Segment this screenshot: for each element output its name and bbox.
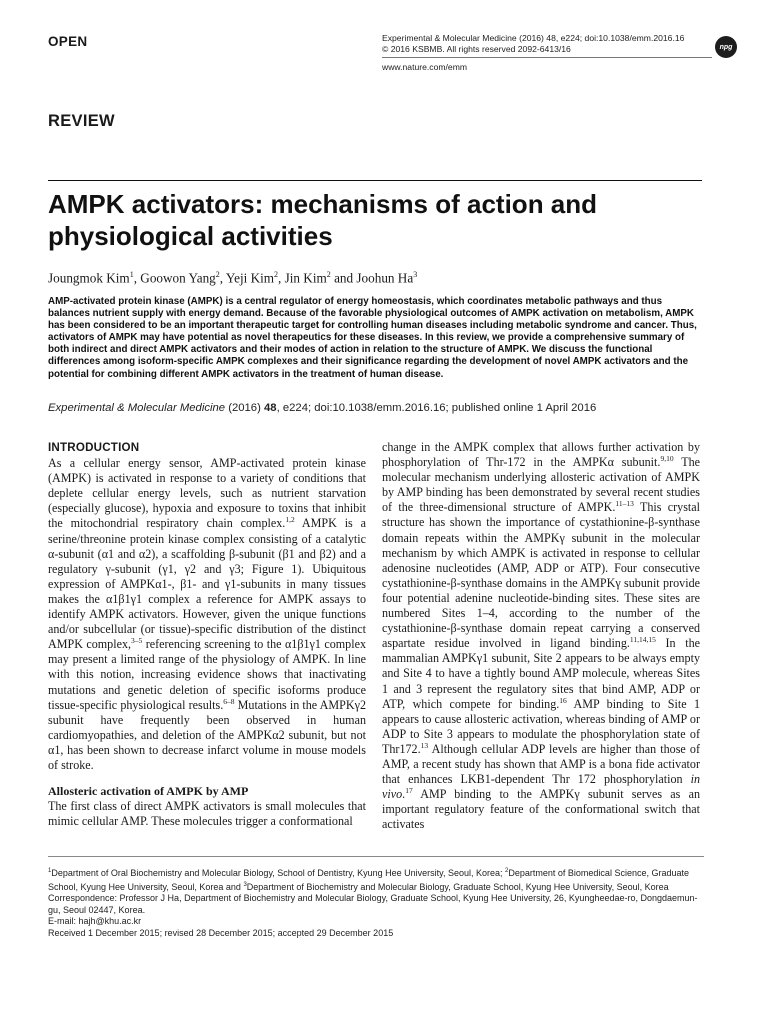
- received-dates: Received 1 December 2015; revised 28 December 2015; accepted 29 December 2015: [48, 927, 394, 938]
- reference-superscript: 11–13: [615, 499, 634, 509]
- author-separator: ,: [133, 270, 141, 286]
- author-affiliation-sup: 2: [274, 270, 279, 279]
- section-heading-introduction: INTRODUCTION: [48, 441, 140, 454]
- header-divider: [382, 57, 712, 58]
- reference-superscript: 6–8: [223, 696, 235, 706]
- citation-year: (2016): [225, 402, 264, 414]
- author-affiliation-sup: 2: [326, 270, 331, 279]
- abstract: AMP-activated protein kinase (AMPK) is a central regulator of energy homeostasis, which coordinates metabolic pathways and thus balances nutrient supply with energy demand. Because of the favorable physiological outcomes of AMPK activation on metabolism, AMPK has been considered to be an important therapeutic target for controlling human diseases including metabolic syndrome and cancer. Thus, activators of AMPK may have potential as novel therapeutics for these diseases. In this review, we provide a comprehensive summary of both indirect and direct AMPK activators and their modes of action in relation to the structure of AMPK. We discuss the functional differences among isoform-specific AMPK complexes and their significance regarding the development of novel AMPK activators and the potential for combining different AMPK activators in the treatment of human disease.: [48, 296, 697, 380]
- author-list: [48, 270, 417, 286]
- footnote-divider: [48, 856, 704, 857]
- text-run: Mutations in the AMPKγ2 subunit have frequently been observed in human cardiomyopathies, and deletion of the AMPKα2 subunit, but not α1, has been shown to decrease infarct volume in mouse models of stroke.: [48, 697, 366, 772]
- text-run: Department of Biochemistry and Molecular Biology, Graduate School, Kyung Hee University, Seoul, Korea: [246, 881, 669, 892]
- body-column-left: [48, 440, 366, 829]
- article-title: AMPK activators: mechanisms of action and physiological activities: [48, 189, 598, 251]
- citation-line: [48, 402, 704, 414]
- author-name: Joohun Ha: [356, 270, 414, 286]
- reference-superscript: 17: [405, 786, 413, 796]
- italic-text: in vivo: [382, 772, 700, 802]
- footnotes: [48, 866, 704, 940]
- reference-superscript: 11,14,15: [629, 635, 656, 645]
- author-separator: ,: [278, 270, 285, 286]
- paragraph-introduction: [48, 456, 366, 773]
- reference-superscript: 9,10: [660, 454, 674, 464]
- author-name: Joungmok Kim: [48, 270, 130, 286]
- body-column-right: [382, 440, 700, 832]
- text-run: AMPK is a serine/threonine protein kinase complex consisting of a catalytic α-subunit (α1 and α2), a scaffolding β-subunit (β1 and β2) and a regulatory γ-subunit (γ1, γ2 and γ3; Figure 1). Ubiquitous expression of AMPKα1-, β1- and γ1-subunits in many tissues makes the α1β1γ1 complex a reference for AMPK assays to identify AMPK activators. However, given the unique functions and/or subcellular (or tissue)-specific distribution of the distinct AMPK complex,: [48, 516, 366, 652]
- author-separator: ,: [219, 270, 226, 286]
- reference-superscript: 2: [505, 868, 509, 874]
- correspondence: Correspondence: Professor J Ha, Department of Biochemistry and Molecular Biology, Graduate School, Kyung Hee University, 26, Kyungheedae-ro, Dongdaemun-gu, Seoul 02447, Korea.: [48, 893, 698, 915]
- text-run: Department of Oral Biochemistry and Molecular Biology, School of Dentistry, Kyung Hee University, Seoul, Korea;: [51, 868, 506, 878]
- journal-url-link[interactable]: www.nature.com/emm: [382, 62, 468, 72]
- author-affiliation-sup: 2: [215, 270, 220, 279]
- text-run: .: [402, 787, 406, 802]
- text-run: change in the AMPK complex that allows further activation by phosphorylation of Thr-172 in the AMPKα subunit.: [382, 440, 700, 470]
- reference-superscript: 3: [243, 881, 247, 888]
- reference-superscript: 13: [420, 740, 429, 750]
- citation-journal: Experimental & Molecular Medicine: [48, 402, 226, 414]
- open-access-label: OPEN: [48, 34, 88, 49]
- text-run: This crystal structure has shown the importance of cystathionine-β-synthase domain repeats within the AMPKγ subunit in the molecular mechanism by which AMPK is activated in response to cellular adenosine nucleotides (AMP, ADP or ATP). Four consecutive cystathionine-β-synthase domains in the AMPKγ subunit provide four potential adenine nucleotide-binding sites. These sites are numbered Sites 1–4, according to the number of the cystathionine-β-synthase domain repeat carrying a conserved aspartate residue involved in ligand binding.: [382, 500, 700, 651]
- npg-logo-icon: npg: [715, 36, 737, 58]
- journal-citation-header: [382, 33, 684, 55]
- paragraph-allosteric-continued: [382, 440, 700, 832]
- text-run: As a cellular energy sensor, AMP-activated protein kinase (AMPK) is activated in response to a variety of conditions that deplete cellular energy levels, such as nutrient starvation (especially glucose), hypoxia and exposure to toxins that inhibit the mitochondrial respiratory chain complex.: [48, 456, 366, 531]
- citation-volume: 48: [264, 402, 277, 414]
- subsection-heading: Allosteric activation of AMPK by AMP: [48, 784, 249, 799]
- author-affiliation-sup: 1: [129, 270, 134, 279]
- text-run: AMP binding to Site 1 appears to cause allosteric activation, whereas binding of AMP or ADP to Site 3 appears to modulate the phosphorylation state of Thr172.: [382, 696, 700, 756]
- paragraph-allosteric-start: The first class of direct AMPK activators is small molecules that mimic cellular AMP. These molecules trigger a conformational: [48, 799, 366, 829]
- title-divider: [48, 180, 702, 181]
- text-run: AMP binding to the AMPKγ subunit serves as an important regulatory feature of the conformational switch that activates: [382, 787, 700, 832]
- email-contact[interactable]: E-mail: hajh@khu.ac.kr: [48, 916, 142, 927]
- section-type-label: REVIEW: [48, 112, 115, 130]
- author-name: Yeji Kim: [225, 270, 275, 286]
- author-separator: and: [330, 270, 357, 286]
- reference-superscript: 3–5: [131, 636, 143, 646]
- author-name: Goowon Yang: [140, 270, 216, 286]
- reference-superscript: 1,2: [285, 515, 295, 525]
- text-run: Although cellular ADP levels are higher than those of AMP, a recent study has shown that AMP is a bona fide activator that enhances LKB1-dependent Thr 172 phosphorylation: [382, 741, 700, 787]
- reference-superscript: 16: [559, 695, 567, 705]
- citation-details: , e224; doi:10.1038/emm.2016.16; published online 1 April 2016: [276, 402, 597, 414]
- text-run: Department of Biomedical Science, Graduate School, Kyung Hee University, Seoul, Korea and: [48, 868, 689, 892]
- author-affiliation-sup: 3: [413, 270, 418, 279]
- affiliations: [48, 866, 704, 893]
- text-run: referencing screening to the α1β1γ1 complex may present a limited range of the physiology of AMPK. In line with this notion, increasing evidence shows that inactivating mutations and genetic deletion of specific isoforms produce tissue-specific physiological results.: [48, 637, 366, 712]
- text-run: In the mammalian AMPKγ1 subunit, Site 2 appears to be always empty and Site 4 to have a tightly bound AMP molecule, whereas Sites 1 and 3 represent the regulatory sites that bind AMP, ADP or ATP, which compete for binding.: [382, 636, 700, 711]
- journal-citation-line: Experimental & Molecular Medicine (2016) 48, e224; doi:10.1038/emm.2016.16: [382, 33, 685, 43]
- reference-superscript: 1: [48, 868, 52, 874]
- author-name: Jin Kim: [284, 270, 327, 286]
- text-run: The molecular mechanism underlying allosteric activation of AMPK by AMP binding has been demonstrated by several recent studies of the three-dimensional structure of AMPK.: [382, 455, 701, 515]
- copyright-line: © 2016 KSBMB. All rights reserved 2092-6413/16: [382, 44, 571, 54]
